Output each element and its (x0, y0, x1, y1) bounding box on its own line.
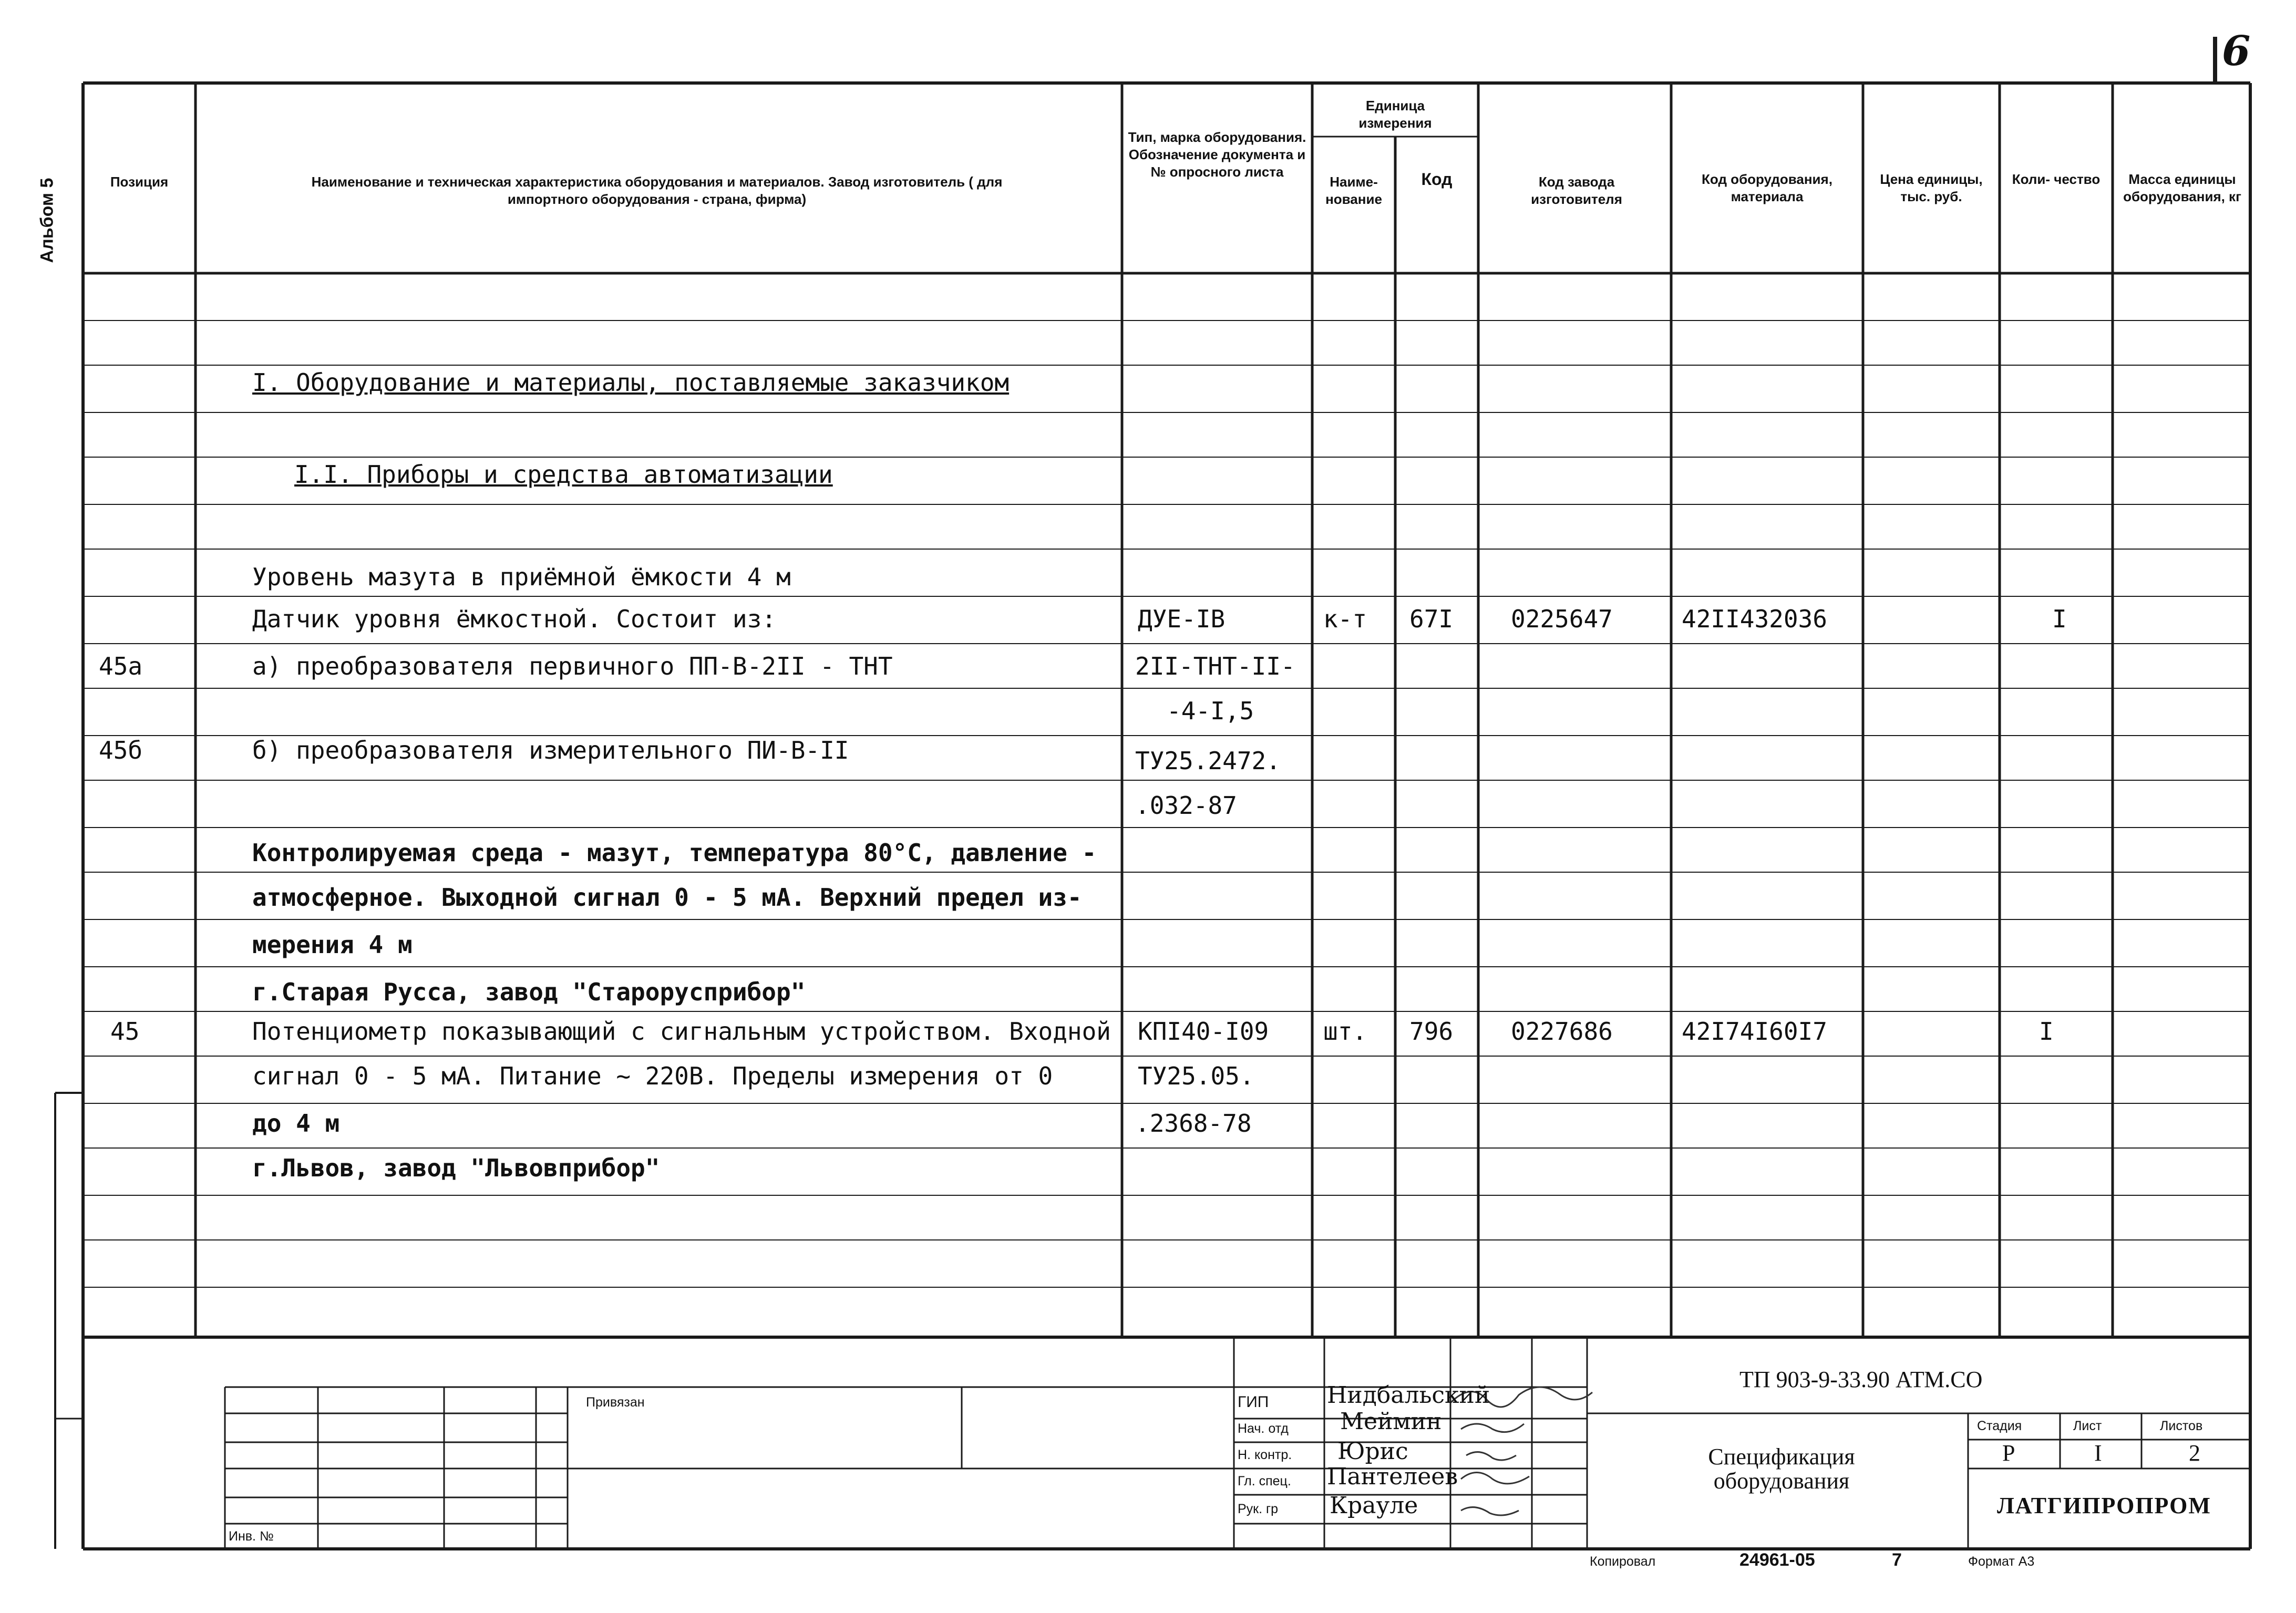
stage-value: Р (2002, 1440, 2015, 1466)
header-factory-code: Код завода изготовителя (1531, 174, 1622, 207)
copy-extra: 7 (1892, 1550, 1902, 1570)
row-type: ДУЕ-IВ (1138, 605, 1226, 633)
role-gip: ГИП (1238, 1393, 1269, 1411)
row-name: г.Львов, завод "Львовприбор" (252, 1154, 660, 1182)
row-unit-code: 67I (1409, 605, 1454, 633)
row-name: мерения 4 м (252, 930, 413, 959)
row-equip-code: 42II432036 (1682, 605, 1827, 633)
row-name: Датчик уровня ёмкостной. Состоит из: (252, 605, 776, 633)
row-equip-code: 42I74I60I7 (1682, 1017, 1827, 1046)
row-type: .032-87 (1135, 791, 1237, 820)
sheet-label: Лист (2073, 1419, 2102, 1433)
row-position: 45а (99, 652, 143, 680)
row-name: Потенциометр показывающий с сигнальным устройством. Входной (252, 1017, 1111, 1046)
row-qty: I (2039, 1017, 2054, 1046)
name-ruk-gr: Крауле (1330, 1492, 1418, 1519)
header-unit-name: Наиме- нование (1325, 174, 1382, 207)
row-type: ТУ25.2472. (1135, 747, 1281, 775)
row-type: -4-I,5 (1167, 697, 1254, 725)
role-ruk-gr: Рук. гр (1238, 1502, 1279, 1516)
row-name: г.Старая Русса, завод "Старорусприбор" (252, 978, 806, 1006)
copied-label: Копировал (1590, 1554, 1656, 1569)
org-name: ЛАТГИПРОПРОМ (1997, 1493, 2211, 1518)
row-unit: к-т (1323, 605, 1367, 633)
doc-title: Спецификация оборудования (1708, 1444, 1855, 1494)
row-type: КПI40-I09 (1138, 1017, 1269, 1046)
row-type: ТУ25.05. (1138, 1062, 1254, 1090)
header-position: Позиция (110, 174, 169, 190)
row-factory-code: 0227686 (1511, 1017, 1613, 1046)
row-unit: шт. (1323, 1017, 1367, 1046)
row-unit-code: 796 (1409, 1017, 1454, 1046)
album-label: Альбом 5 (37, 178, 57, 263)
row-type: .2368-78 (1135, 1109, 1252, 1138)
sheets-value: 2 (2189, 1440, 2200, 1466)
row-name: до 4 м (252, 1109, 340, 1138)
privyazan-label: Привязан (586, 1395, 645, 1410)
row-name: Уровень мазута в приёмной ёмкости 4 м (252, 563, 791, 591)
row-factory-code: 0225647 (1511, 605, 1613, 633)
role-nach-otd: Нач. отд (1238, 1421, 1289, 1436)
header-name: Наименование и техническая характеристика оборудования и материалов. Завод изготовитель ( для импортного оборудования - страна, фирма) (311, 174, 1003, 207)
header-qty: Коли- чество (2012, 171, 2101, 187)
row-qty: I (2052, 605, 2067, 633)
header-mass: Масса единицы оборудования, кг (2123, 171, 2241, 204)
row-position: 45б (99, 736, 143, 764)
row-type: 2II-ТНТ-II- (1135, 652, 1295, 680)
inv-label: Инв. № (229, 1529, 274, 1544)
role-n-kontr: Н. контр. (1238, 1447, 1292, 1462)
header-price: Цена единицы, тыс. руб. (1880, 171, 1983, 204)
section-title: I. Оборудование и материалы, поставляемые заказчиком (252, 368, 1010, 397)
copy-number: 24961-05 (1739, 1550, 1815, 1570)
stage-label: Стадия (1977, 1419, 2022, 1433)
doc-code: ТП 903-9-33.90 АТМ.СО (1739, 1367, 1983, 1392)
row-name: Контролируемая среда - мазут, температура 80°С, давление - (252, 839, 1097, 867)
sheet-value: I (2094, 1440, 2102, 1466)
sheets-label: Листов (2160, 1419, 2203, 1433)
name-gl-spec: Пантелеев (1327, 1463, 1458, 1490)
name-nach-otd: Меймин (1340, 1408, 1442, 1435)
row-name: атмосферное. Выходной сигнал 0 - 5 мА. Верхний предел из- (252, 883, 1082, 912)
role-gl-spec: Гл. спец. (1238, 1474, 1291, 1488)
name-gip: Нидбальский (1327, 1382, 1490, 1409)
name-n-kontr: Юрис (1337, 1438, 1408, 1465)
format-label: Формат А3 (1968, 1554, 2035, 1569)
page-number: 6 (2222, 27, 2251, 75)
header-unit-group: Единица измерения (1358, 98, 1432, 131)
subsection-title: I.I. Приборы и средства автоматизации (294, 460, 833, 489)
row-position: 45 (110, 1017, 140, 1046)
header-equip-code: Код оборудования, материала (1702, 171, 1832, 204)
row-name: б) преобразователя измерительного ПИ-В-II (252, 736, 849, 764)
header-unit-code: Код (1421, 170, 1453, 189)
row-name: а) преобразователя первичного ПП-В-2II - ТНТ (252, 652, 893, 680)
header-type: Тип, марка оборудования. Обозначение документа и № опросного листа (1128, 129, 1306, 180)
row-name: сигнал 0 - 5 мА. Питание ~ 220В. Пределы измерения от 0 (252, 1062, 1053, 1090)
